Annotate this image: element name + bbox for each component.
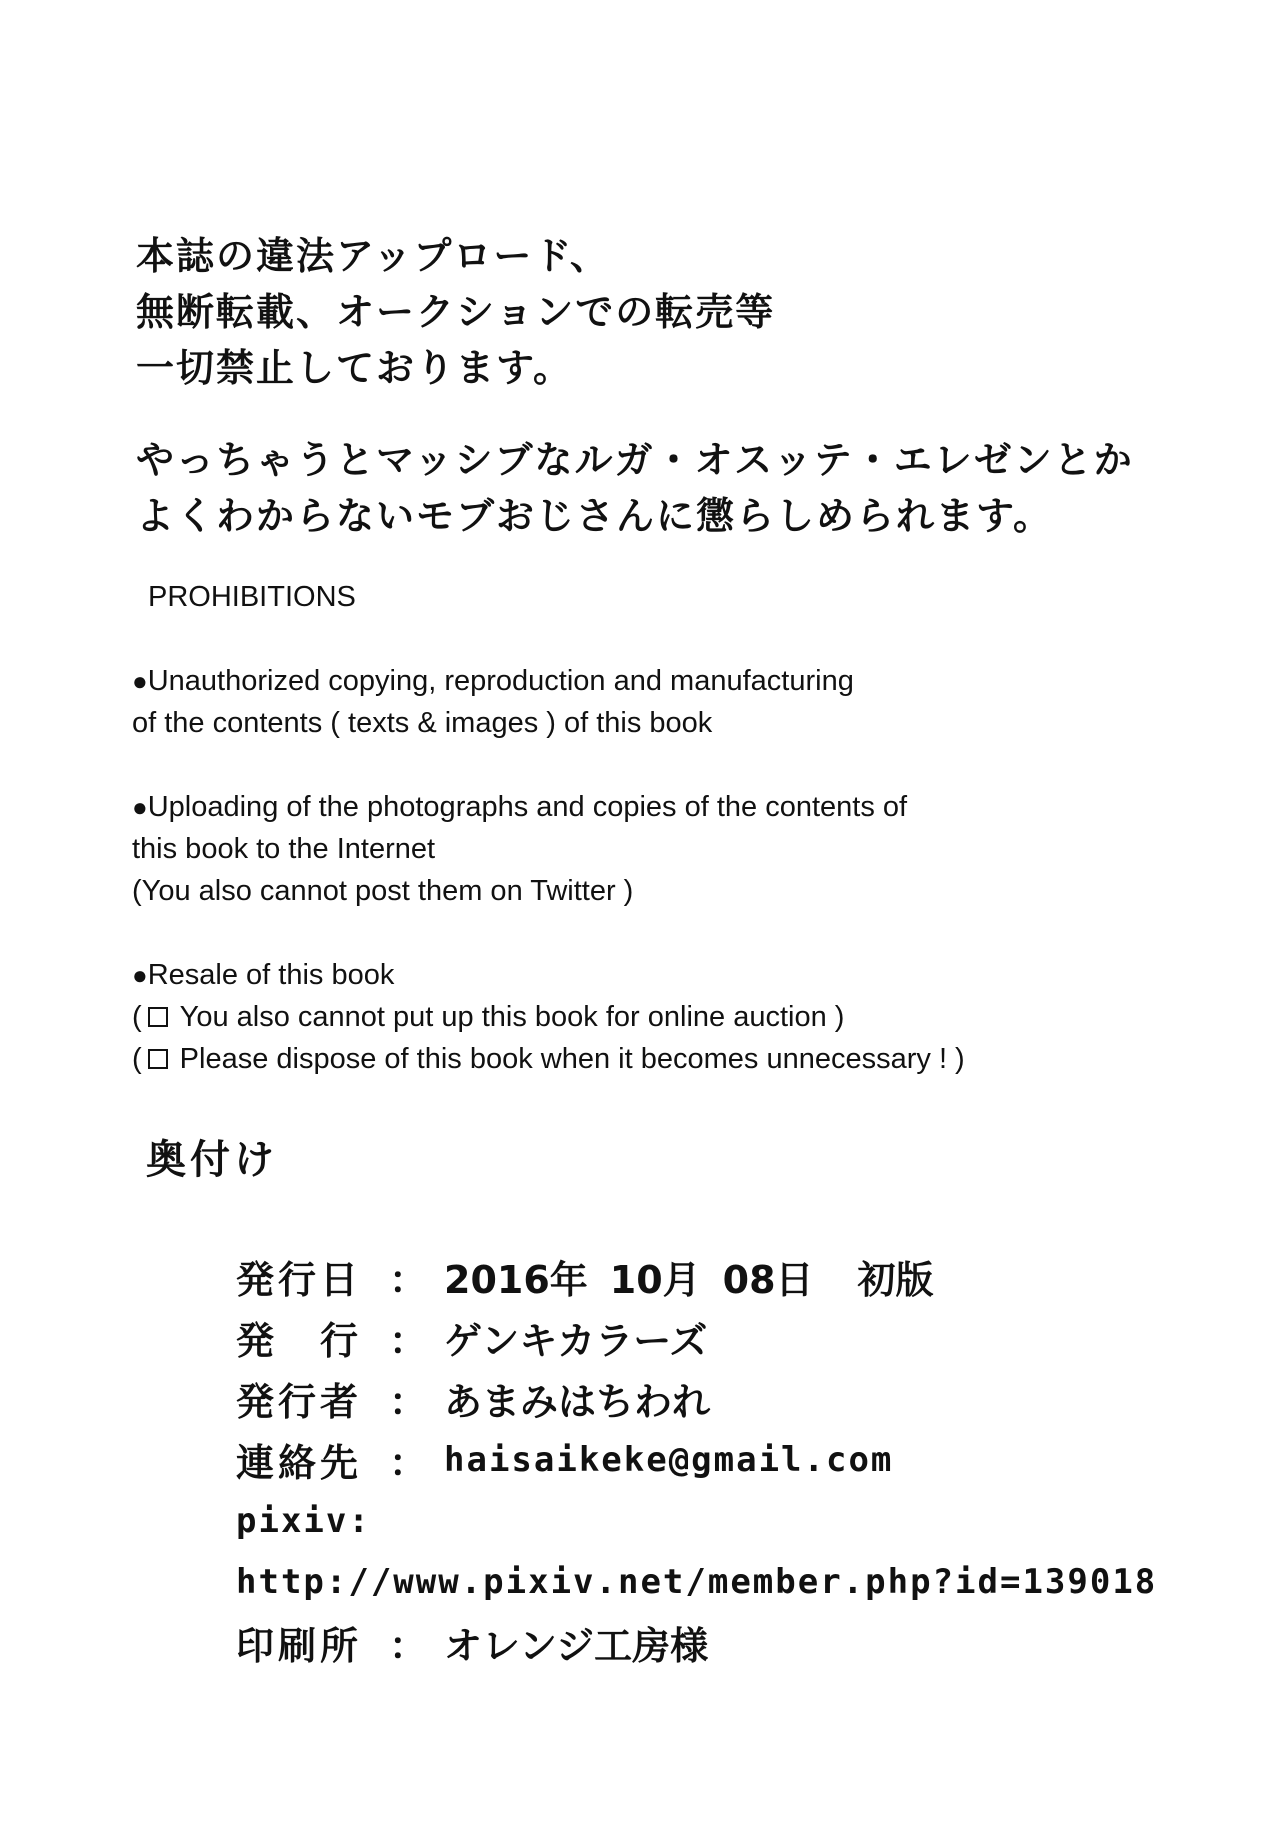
separator: ： [388,1319,427,1363]
pixiv-row [236,1490,1157,1551]
colophon-title: 奥付け [146,1137,278,1183]
paren: ( [132,1043,142,1075]
bullet-icon: ● [132,792,148,822]
issue-month: 10月 [609,1258,701,1302]
pixiv-url: http://www.pixiv.net/member.php?id=139018 [236,1561,1158,1602]
prohibition-text-cont: of the contents ( texts & images ) of this book [132,707,713,739]
printer-label: 印刷所 [236,1624,363,1668]
separator: ： [388,1441,427,1485]
separator: ： [388,1380,427,1424]
prohibition-item [132,660,854,744]
contact-email: haisaikeke@gmail.com [444,1439,894,1480]
printer-value: オレンジ工房様 [444,1624,709,1668]
prohibition-text: Unauthorized copying, reproduction and manufacturing [147,665,854,697]
prohibition-text: Resale of this book [147,959,395,991]
issue-date-value [430,1249,934,1304]
issue-day: 08日 [722,1258,814,1302]
publisher-label: 発 行 [236,1319,363,1363]
author-label: 発行者 [236,1380,363,1424]
author-row [236,1368,1157,1429]
humorous-warning-line-2: よくわからないモブおじさんに懲らしめられます。 [136,494,1053,538]
humorous-warning-line-1: やっちゃうとマッシブなルガ・オスッテ・エレゼンとか [136,438,1134,482]
edition: 初版 [857,1258,934,1302]
contact-row [236,1429,1157,1490]
issue-date-label: 発行日 [236,1258,363,1302]
printer-row [236,1612,1157,1673]
warning-line-3: 一切禁止しております。 [136,346,573,390]
warning-line-2: 無断転載、オークションでの転売等 [136,290,776,334]
publisher-value: ゲンキカラーズ [444,1319,708,1363]
warning-line-1: 本誌の違法アップロード、 [136,234,610,278]
prohibition-subnote: Please dispose of this book when it becomes unnecessary ! ) [179,1043,965,1075]
prohibition-item [132,954,965,1080]
bullet-icon: ● [132,960,148,990]
contact-label: 連絡先 [236,1441,363,1485]
prohibition-item [132,786,907,912]
issue-date-row [236,1246,1157,1307]
upload-warning-notice [136,228,775,396]
prohibition-text-cont: this book to the Internet [132,833,436,865]
prohibition-text: Uploading of the photographs and copies of the contents of [147,791,908,823]
checkbox-square-icon [148,1049,168,1069]
prohibitions-heading: PROHIBITIONS [148,581,356,613]
checkbox-square-icon [148,1007,168,1027]
separator: ： [388,1624,427,1668]
issue-year: 2016年 [444,1258,588,1302]
prohibition-note: (You also cannot post them on Twitter ) [132,875,634,907]
paren: ( [132,1001,142,1033]
pixiv-url-row [236,1551,1157,1612]
prohibition-subnote: You also cannot put up this book for online auction ) [179,1001,845,1033]
separator: ： [388,1258,427,1302]
humorous-warning [136,432,1134,544]
colophon-details [236,1246,1157,1673]
bullet-icon: ● [132,666,148,696]
publisher-row [236,1307,1157,1368]
pixiv-label: pixiv: [236,1500,371,1541]
author-value: あまみはちわれ [444,1380,711,1424]
